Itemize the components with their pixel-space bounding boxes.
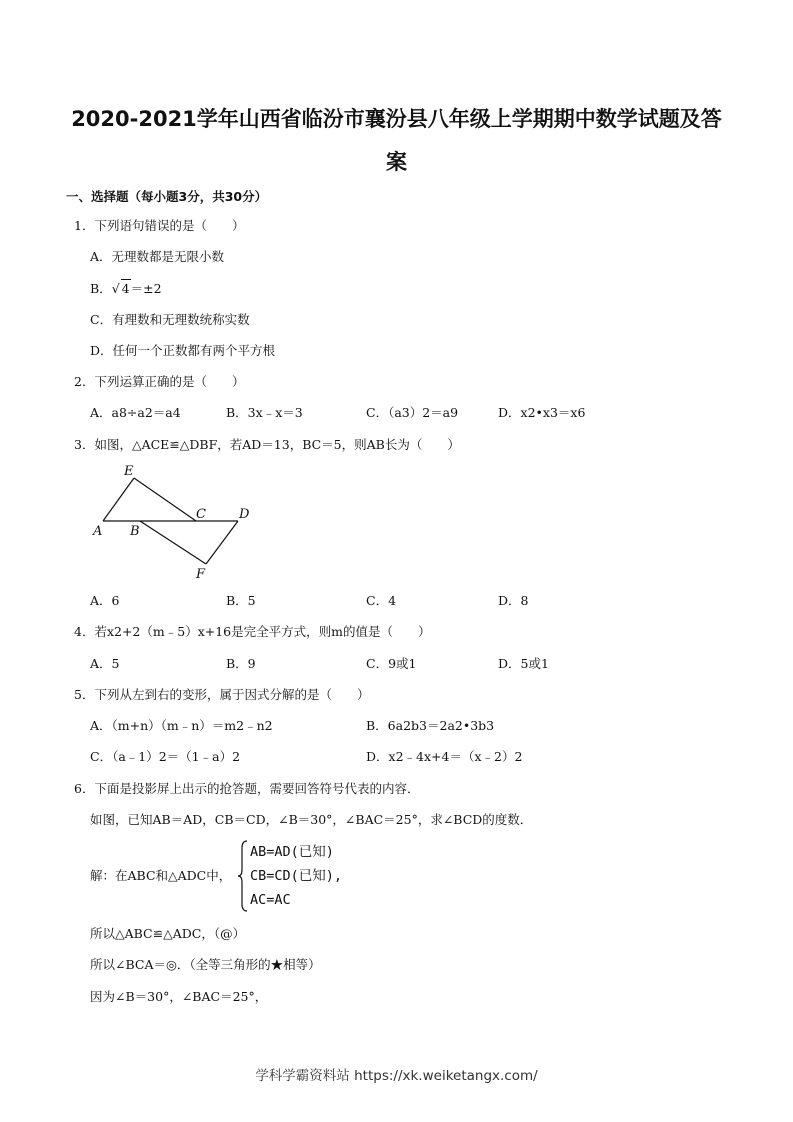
q2-stem: 2．下列运算正确的是（ ） xyxy=(74,374,245,389)
q3-stem: 3．如图，△ACE≌△DBF，若AD＝13，BC＝5，则AB长为（ ） xyxy=(74,437,460,452)
q3-option-d: D．8 xyxy=(498,593,529,608)
q1-option-b-prefix: B． xyxy=(90,281,112,296)
sqrt-symbol: √ xyxy=(111,281,120,296)
segment-bf xyxy=(140,521,206,564)
q3-option-b: B．5 xyxy=(226,593,256,608)
q1-option-c: C．有理数和无理数统称实数 xyxy=(90,312,250,327)
brace-condition-3: AC=AC xyxy=(250,892,291,908)
q6-line-2: 所以∠BCA＝◎．（全等三角形的★相等） xyxy=(90,957,321,972)
q4-option-b: B．9 xyxy=(226,656,256,671)
label-b: B xyxy=(130,524,140,539)
q2-option-d: D．x2•x3＝x6 xyxy=(498,405,586,420)
label-f: F xyxy=(196,567,206,582)
q4-option-a: A．5 xyxy=(90,656,120,671)
q5-stem: 5．下列从左到右的变形，属于因式分解的是（ ） xyxy=(74,687,370,702)
q1-option-a: A．无理数都是无限小数 xyxy=(90,249,225,264)
q5-option-d: D．x2﹣4x+4＝（x﹣2）2 xyxy=(366,749,523,764)
label-e: E xyxy=(124,464,134,479)
q3-option-a: A．6 xyxy=(90,593,120,608)
q2-option-b: B．3x﹣x＝3 xyxy=(226,405,303,420)
q1-stem: 1．下列语句错误的是（ ） xyxy=(74,218,245,233)
q5-option-b: B．6a2b3＝2a2•3b3 xyxy=(366,718,495,733)
q5-option-a: A．（m+n）（m﹣n）＝m2﹣n2 xyxy=(90,718,273,733)
left-brace-icon xyxy=(238,840,248,912)
page-footer: 学科学霸资料站 https://xk.weiketangx.com/ xyxy=(255,1068,538,1084)
q1-option-b xyxy=(90,279,162,298)
brace-condition-2: CB=CD(已知), xyxy=(250,868,343,884)
q4-option-c: C．9或1 xyxy=(366,656,417,671)
triangle-figure xyxy=(88,460,288,585)
q2-option-a: A．a8÷a2＝a4 xyxy=(90,405,181,420)
q1-option-b-suffix: ＝±2 xyxy=(130,281,162,296)
sqrt-radicand: 4 xyxy=(121,281,130,296)
section-heading: 一、选择题（每小题3分，共30分） xyxy=(66,189,268,204)
q4-stem: 4．若x2+2（m﹣5）x+16是完全平方式，则m的值是（ ） xyxy=(74,624,431,639)
q1-option-d: D．任何一个正数都有两个平方根 xyxy=(90,343,276,358)
label-c: C xyxy=(196,507,206,522)
q6-line-3: 因为∠B＝30°，∠BAC＝25°， xyxy=(90,989,268,1004)
q5-option-c: C．（a﹣1）2＝（1﹣a）2 xyxy=(90,749,241,764)
page-title-line-1: 2020-2021学年山西省临汾市襄汾县八年级上学期期中数学试题及答 xyxy=(71,107,722,131)
label-a: A xyxy=(93,524,103,539)
q6-given: 如图，已知AB＝AD，CB＝CD，∠B＝30°，∠BAC＝25°，求∠BCD的度数． xyxy=(90,812,533,827)
page-title-line-2: 案 xyxy=(386,150,407,174)
segment-fd xyxy=(206,521,238,564)
q6-stem: 6．下面是投影屏上出示的抢答题，需要回答符号代表的内容． xyxy=(74,781,420,796)
label-d: D xyxy=(239,507,250,522)
brace-condition-1: AB=AD(已知) xyxy=(250,844,334,860)
q6-line-1: 所以△ABC≌△ADC，（@） xyxy=(90,926,246,941)
segment-ec xyxy=(134,478,196,521)
q3-option-c: C．4 xyxy=(366,593,397,608)
q2-option-c: C．（a3）2＝a9 xyxy=(366,405,459,420)
q4-option-d: D．5或1 xyxy=(498,656,549,671)
q6-solution-prefix: 解：在ABC和△ADC中， xyxy=(90,868,232,883)
segment-ae xyxy=(103,478,134,521)
brace-conditions xyxy=(250,840,342,912)
